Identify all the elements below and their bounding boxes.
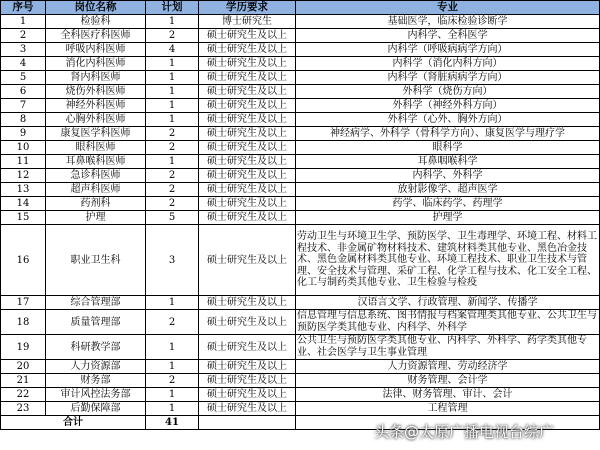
cell-major: 外科学（神经外科方向） — [296, 99, 600, 113]
header-seq: 序号 — [1, 1, 46, 15]
total-label: 合计 — [1, 416, 146, 430]
cell-edu: 硕士研究生及以上 — [199, 113, 296, 127]
cell-major: 护理学 — [296, 211, 600, 225]
cell-post: 呼吸内科医师 — [46, 43, 146, 57]
cell-major: 内科学（消化内科方向） — [296, 57, 600, 71]
cell-edu: 硕士研究生及以上 — [199, 169, 296, 183]
cell-seq: 10 — [1, 141, 46, 155]
cell-seq: 13 — [1, 183, 46, 197]
cell-edu: 硕士研究生及以上 — [199, 85, 296, 99]
cell-edu: 硕士研究生及以上 — [199, 127, 296, 141]
cell-seq: 2 — [1, 29, 46, 43]
table-row — [1, 57, 600, 71]
total-edu-empty — [199, 416, 296, 430]
cell-post: 神经外科医师 — [46, 99, 146, 113]
cell-edu: 硕士研究生及以上 — [199, 335, 296, 360]
cell-post: 全科医疗科医师 — [46, 29, 146, 43]
cell-post: 急诊科医师 — [46, 169, 146, 183]
table-row — [1, 29, 600, 43]
cell-plan: 1 — [146, 85, 199, 99]
table-row — [1, 296, 600, 310]
table-row — [1, 197, 600, 211]
table-row — [1, 374, 600, 388]
cell-seq: 22 — [1, 388, 46, 402]
cell-post: 消化内科医师 — [46, 57, 146, 71]
cell-major: 内科学（肾脏病病学方向） — [296, 71, 600, 85]
table-row — [1, 99, 600, 113]
cell-seq: 6 — [1, 85, 46, 99]
cell-seq: 5 — [1, 71, 46, 85]
cell-seq: 4 — [1, 57, 46, 71]
cell-major: 外科学（心外、胸外方向） — [296, 113, 600, 127]
cell-post: 心胸外科医师 — [46, 113, 146, 127]
cell-seq: 11 — [1, 155, 46, 169]
cell-plan: 1 — [146, 155, 199, 169]
cell-seq: 7 — [1, 99, 46, 113]
cell-major: 内科学、全科医学 — [296, 29, 600, 43]
cell-seq: 18 — [1, 310, 46, 335]
cell-major: 内科学、外科学 — [296, 169, 600, 183]
cell-seq: 20 — [1, 360, 46, 374]
cell-edu: 硕士研究生及以上 — [199, 402, 296, 416]
cell-seq: 3 — [1, 43, 46, 57]
cell-post: 审计风控法务部 — [46, 388, 146, 402]
table-row — [1, 113, 600, 127]
cell-post: 财务部 — [46, 374, 146, 388]
cell-plan: 4 — [146, 43, 199, 57]
cell-post: 综合管理部 — [46, 296, 146, 310]
cell-post: 超声科医师 — [46, 183, 146, 197]
table-row — [1, 225, 600, 296]
cell-plan: 2 — [146, 127, 199, 141]
table-row — [1, 15, 600, 29]
cell-edu: 硕士研究生及以上 — [199, 310, 296, 335]
cell-major: 公共卫生与预防医学类其他专业、内科学、外科学、药学类其他专业、社会医学与卫生事业管理 — [296, 335, 600, 360]
cell-plan: 1 — [146, 71, 199, 85]
cell-major: 外科学（烧伤方向） — [296, 85, 600, 99]
cell-post: 护理 — [46, 211, 146, 225]
cell-major: 药学、临床药学、药理学 — [296, 197, 600, 211]
cell-plan: 2 — [146, 183, 199, 197]
cell-plan: 2 — [146, 374, 199, 388]
cell-seq: 23 — [1, 402, 46, 416]
table-row — [1, 155, 600, 169]
header-edu: 学历要求 — [199, 1, 296, 15]
table-row — [1, 402, 600, 416]
cell-major: 神经病学、外科学（骨科学方向）、康复医学与理疗学 — [296, 127, 600, 141]
cell-seq: 21 — [1, 374, 46, 388]
table-row — [1, 71, 600, 85]
cell-plan: 2 — [146, 310, 199, 335]
cell-plan: 1 — [146, 388, 199, 402]
cell-post: 耳鼻喉科医师 — [46, 155, 146, 169]
cell-edu: 硕士研究生及以上 — [199, 225, 296, 296]
table-row — [1, 169, 600, 183]
cell-seq: 12 — [1, 169, 46, 183]
cell-major: 放射影像学、超声医学 — [296, 183, 600, 197]
cell-seq: 15 — [1, 211, 46, 225]
cell-edu: 硕士研究生及以上 — [199, 57, 296, 71]
cell-major: 信息管理与信息系统、图书情报与档案管理类其他专业、公共卫生与预防医学类其他专业、内科学、外科学 — [296, 310, 600, 335]
table-row — [1, 183, 600, 197]
cell-plan: 2 — [146, 141, 199, 155]
header-plan: 计划 — [146, 1, 199, 15]
cell-plan: 1 — [146, 113, 199, 127]
cell-edu: 硕士研究生及以上 — [199, 211, 296, 225]
cell-major: 耳鼻咽喉科学 — [296, 155, 600, 169]
cell-edu: 硕士研究生及以上 — [199, 360, 296, 374]
cell-post: 眼科医师 — [46, 141, 146, 155]
cell-edu: 硕士研究生及以上 — [199, 99, 296, 113]
cell-plan: 2 — [146, 197, 199, 211]
cell-post: 人力资源部 — [46, 360, 146, 374]
cell-plan: 1 — [146, 360, 199, 374]
cell-major: 汉语言文学、行政管理、新闻学、传播学 — [296, 296, 600, 310]
table-row — [1, 360, 600, 374]
cell-seq: 14 — [1, 197, 46, 211]
table-row — [1, 43, 600, 57]
table-row — [1, 211, 600, 225]
table-row — [1, 335, 600, 360]
total-plan: 41 — [146, 416, 199, 430]
cell-plan: 1 — [146, 296, 199, 310]
cell-seq: 17 — [1, 296, 46, 310]
cell-edu: 硕士研究生及以上 — [199, 374, 296, 388]
table-row — [1, 85, 600, 99]
cell-edu: 硕士研究生及以上 — [199, 388, 296, 402]
cell-post: 职业卫生科 — [46, 225, 146, 296]
cell-seq: 19 — [1, 335, 46, 360]
cell-post: 康复医学科医师 — [46, 127, 146, 141]
cell-post: 药剂科 — [46, 197, 146, 211]
cell-major: 财务管理、会计学 — [296, 374, 600, 388]
cell-edu: 硕士研究生及以上 — [199, 183, 296, 197]
cell-post: 检验科 — [46, 15, 146, 29]
table-row — [1, 388, 600, 402]
cell-plan: 1 — [146, 335, 199, 360]
cell-major: 法律、财务管理、审计、会计 — [296, 388, 600, 402]
cell-plan: 3 — [146, 225, 199, 296]
cell-plan: 5 — [146, 211, 199, 225]
cell-edu: 硕士研究生及以上 — [199, 155, 296, 169]
cell-plan: 2 — [146, 169, 199, 183]
cell-plan: 1 — [146, 99, 199, 113]
header-row — [1, 1, 600, 15]
cell-major: 人力资源管理、劳动经济学 — [296, 360, 600, 374]
cell-edu: 硕士研究生及以上 — [199, 43, 296, 57]
cell-seq: 1 — [1, 15, 46, 29]
cell-plan: 1 — [146, 15, 199, 29]
cell-edu: 硕士研究生及以上 — [199, 197, 296, 211]
cell-edu: 硕士研究生及以上 — [199, 29, 296, 43]
cell-major: 眼科学 — [296, 141, 600, 155]
header-major: 专业 — [296, 1, 600, 15]
cell-seq: 16 — [1, 225, 46, 296]
cell-post: 科研教学部 — [46, 335, 146, 360]
cell-edu: 硕士研究生及以上 — [199, 71, 296, 85]
table-row — [1, 141, 600, 155]
cell-post: 后勤保障部 — [46, 402, 146, 416]
watermark: 头条@太原广播电视台综广 — [374, 423, 555, 441]
cell-major: 基础医学，临床检验诊断学 — [296, 15, 600, 29]
header-post: 岗位名称 — [46, 1, 146, 15]
cell-plan: 1 — [146, 57, 199, 71]
cell-seq: 9 — [1, 127, 46, 141]
cell-edu: 硕士研究生及以上 — [199, 141, 296, 155]
cell-major: 内科学（呼吸病病学方向） — [296, 43, 600, 57]
cell-plan: 2 — [146, 29, 199, 43]
cell-post: 肾内科医师 — [46, 71, 146, 85]
cell-edu: 硕士研究生及以上 — [199, 296, 296, 310]
cell-plan: 1 — [146, 402, 199, 416]
table-row — [1, 310, 600, 335]
cell-seq: 8 — [1, 113, 46, 127]
table-row — [1, 127, 600, 141]
cell-major: 工程管理 — [296, 402, 600, 416]
cell-edu: 博士研究生 — [199, 15, 296, 29]
cell-post: 质量管理部 — [46, 310, 146, 335]
cell-major: 劳动卫生与环境卫生学、预防医学、卫生毒理学、环境工程、材料工程技术、非金属矿物材料技术、建筑材料类其他专业、黑色冶金技术、黑色金属材料类其他专业、环境工程技术、职业卫生技术与管理、安全技术与管理、采矿工程、化学工程与技术、化工安全工程、化工与制药类其他专业、卫生检验与检疫 — [296, 225, 600, 296]
cell-post: 烧伤外科医师 — [46, 85, 146, 99]
